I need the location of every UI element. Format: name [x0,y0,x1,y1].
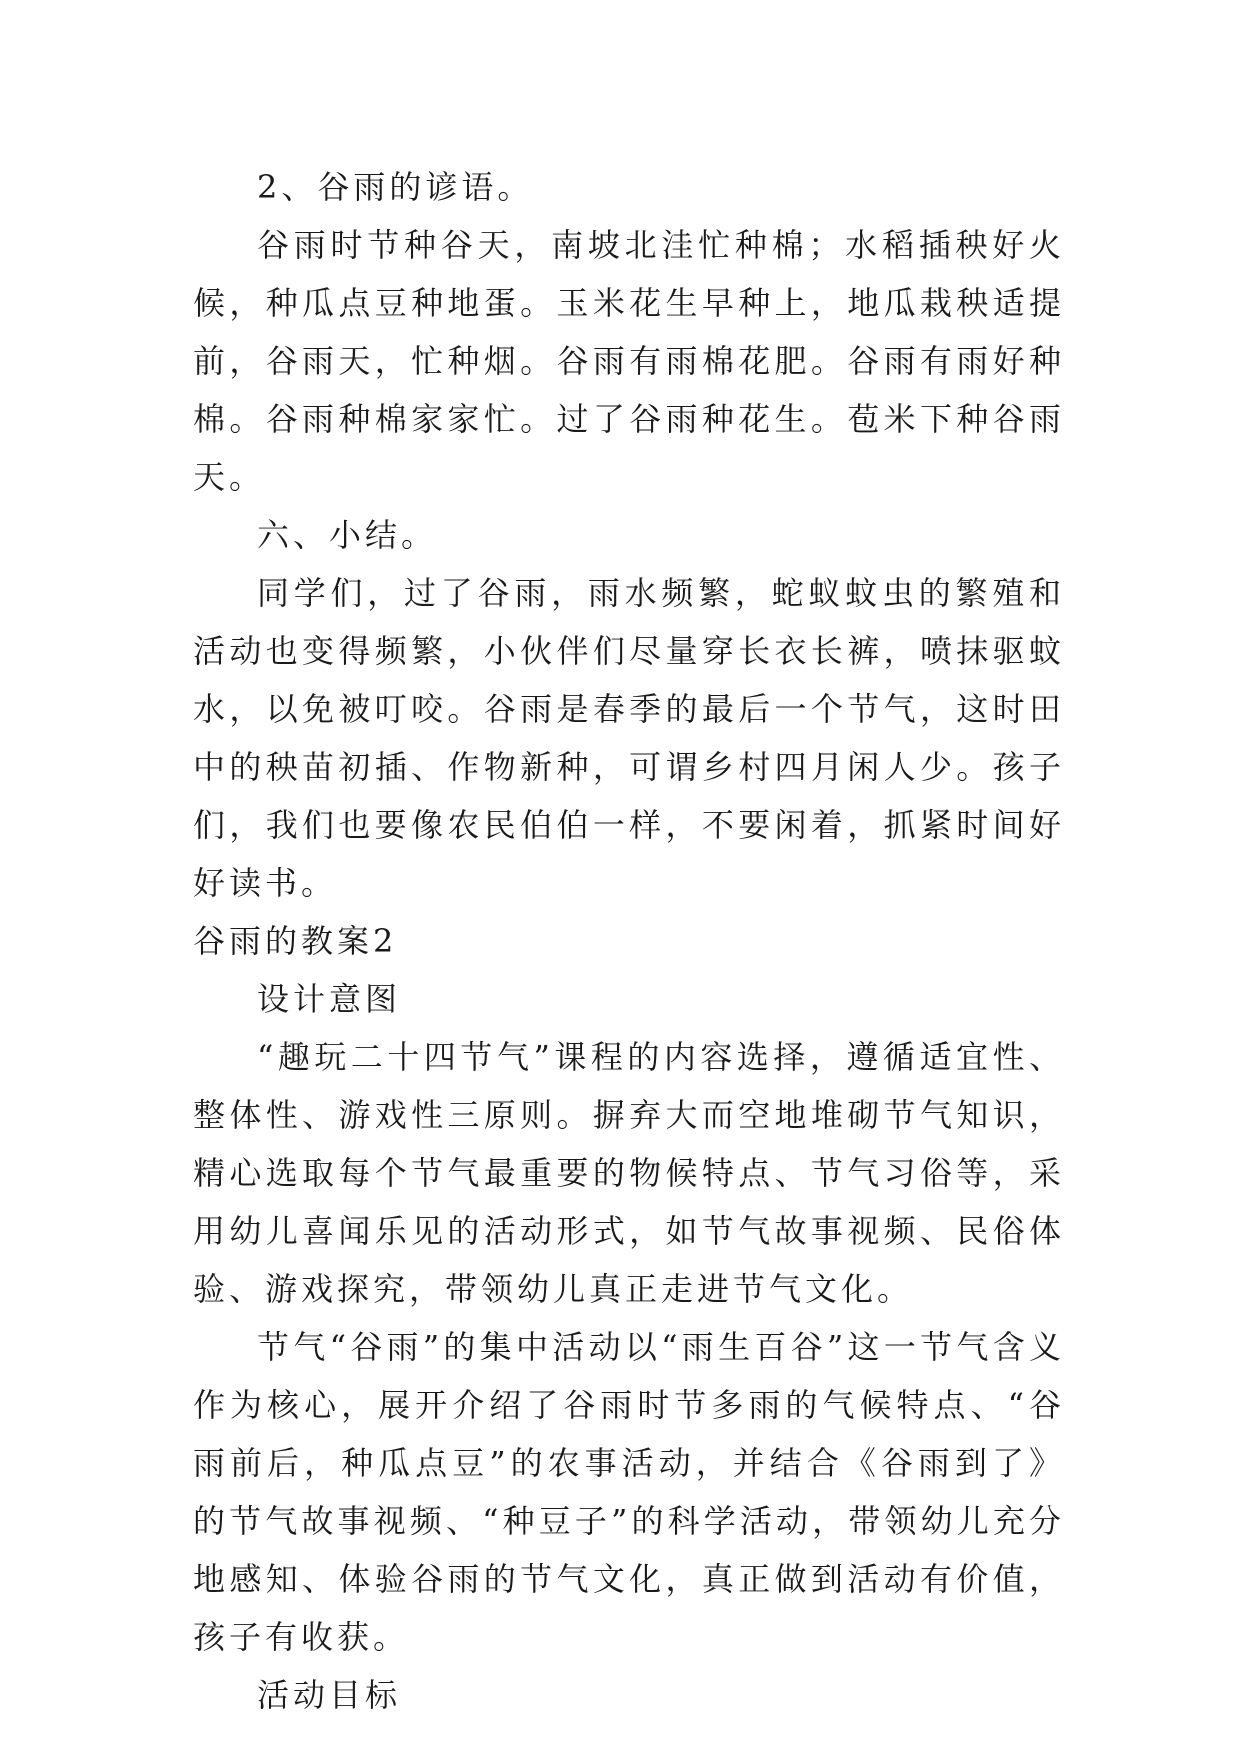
paragraph-summary: 同学们，过了谷雨，雨水频繁，蛇蚁蚊虫的繁殖和活动也变得频繁，小伙伴们尽量穿长衣长裤，喷抹驱蚊水，以免被叮咬。谷雨是春季的最后一个节气，这时田中的秧苗初插、作物新种，可谓乡村四月闲人少。孩子们，我们也要像农民伯伯一样，不要闲着，抓紧时间好好读书。 [193,574,1065,902]
paragraph-design-intent-1: “趣玩二十四节气”课程的内容选择，遵循适宜性、整体性、游戏性三原则。摒弃大而空地堆砌节气知识，精心选取每个节气最重要的物候特点、节气习俗等，采用幼儿喜闻乐见的活动形式，如节气故事视频、民俗体验、游戏探究，带领幼儿真正走进节气文化。 [193,1038,1065,1308]
section-heading-design-intent: 设计意图 [257,980,402,1018]
document-title: 谷雨的教案2 [193,922,398,960]
paragraph-proverbs: 谷雨时节种谷天，南坡北洼忙种棉；水稻插秧好火候，种瓜点豆种地蛋。玉米花生早种上，地瓜栽秧适提前，谷雨天，忙种烟。谷雨有雨棉花肥。谷雨有雨好种棉。谷雨种棉家家忙。过了谷雨种花生。苞米下种谷雨天。 [193,226,1065,496]
section-heading-activity-goals: 活动目标 [257,1676,402,1714]
paragraph-design-intent-2: 节气“谷雨”的集中活动以“雨生百谷”这一节气含义作为核心，展开介绍了谷雨时节多雨的气候特点、“谷雨前后，种瓜点豆”的农事活动，并结合《谷雨到了》的节气故事视频、“种豆子”的科学活动，带领幼儿充分地感知、体验谷雨的节气文化，真正做到活动有价值，孩子有收获。 [193,1328,1065,1656]
section-heading-summary: 六、小结。 [257,516,438,554]
document-body [193,158,1065,1724]
section-heading-proverbs: 2、谷雨的谚语。 [257,168,534,206]
